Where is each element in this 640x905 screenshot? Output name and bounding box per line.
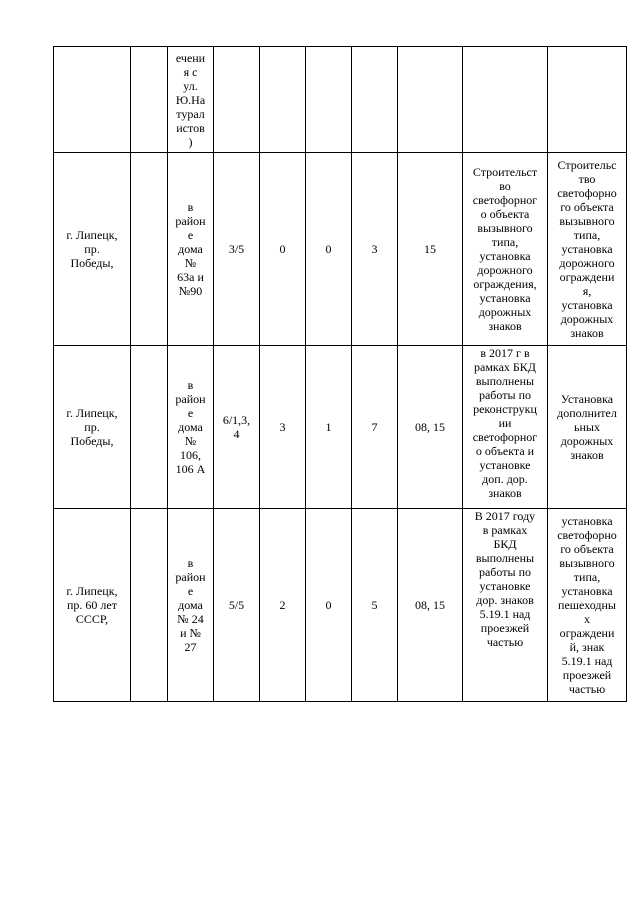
table-row xyxy=(54,346,627,509)
value-cell-2: 3 xyxy=(260,346,306,509)
empty-cell xyxy=(131,47,168,153)
work-done-cell: В 2017 году в рамках БКД выполнены работы по установке дор. знаков 5.19.1 над проезжей частью xyxy=(463,509,548,702)
location-cell: г. Липецк, пр. 60 лет СССР, xyxy=(54,509,131,702)
value-cell-5: 08, 15 xyxy=(398,509,463,702)
value-cell-2 xyxy=(260,47,306,153)
value-cell-4: 5 xyxy=(352,509,398,702)
location-cell: г. Липецк, пр. Победы, xyxy=(54,346,131,509)
value-cell-5: 15 xyxy=(398,153,463,346)
value-cell-5 xyxy=(398,47,463,153)
value-cell-3: 0 xyxy=(306,509,352,702)
value-cell-2: 0 xyxy=(260,153,306,346)
address-cell: ечени я с ул. Ю.На турал истов ) xyxy=(168,47,214,153)
data-table xyxy=(53,46,627,702)
address-cell: в район е дома № 106, 106 А xyxy=(168,346,214,509)
empty-cell xyxy=(131,346,168,509)
empty-cell xyxy=(131,153,168,346)
work-done-cell xyxy=(463,47,548,153)
empty-cell xyxy=(131,509,168,702)
location-cell xyxy=(54,47,131,153)
value-cell-4: 7 xyxy=(352,346,398,509)
address-cell: в район е дома № 63а и №90 xyxy=(168,153,214,346)
table-row xyxy=(54,153,627,346)
table-row xyxy=(54,47,627,153)
value-cell-4 xyxy=(352,47,398,153)
measures-cell: Строительс тво светофорно го объекта вызывного типа, установка дорожного ограждени я, установка дорожных знаков xyxy=(548,153,627,346)
value-cell-1: 6/1,3, 4 xyxy=(214,346,260,509)
value-cell-4: 3 xyxy=(352,153,398,346)
measures-cell: установка светофорно го объекта вызывного типа, установка пешеходны х ограждени й, знак 5.19.1 над проезжей частью xyxy=(548,509,627,702)
value-cell-5: 08, 15 xyxy=(398,346,463,509)
address-cell: в район е дома № 24 и № 27 xyxy=(168,509,214,702)
measures-cell xyxy=(548,47,627,153)
value-cell-1: 5/5 xyxy=(214,509,260,702)
work-done-cell: в 2017 г в рамках БКД выполнены работы по реконструкц ии светофорног о объекта и установке доп. дор. знаков xyxy=(463,346,548,509)
value-cell-3: 0 xyxy=(306,153,352,346)
work-done-cell: Строительст во светофорног о объекта вызывного типа, установка дорожного ограждения, установка дорожных знаков xyxy=(463,153,548,346)
table-row xyxy=(54,509,627,702)
value-cell-2: 2 xyxy=(260,509,306,702)
value-cell-1 xyxy=(214,47,260,153)
measures-cell: Установка дополнител ьных дорожных знаков xyxy=(548,346,627,509)
value-cell-1: 3/5 xyxy=(214,153,260,346)
value-cell-3: 1 xyxy=(306,346,352,509)
location-cell: г. Липецк, пр. Победы, xyxy=(54,153,131,346)
value-cell-3 xyxy=(306,47,352,153)
